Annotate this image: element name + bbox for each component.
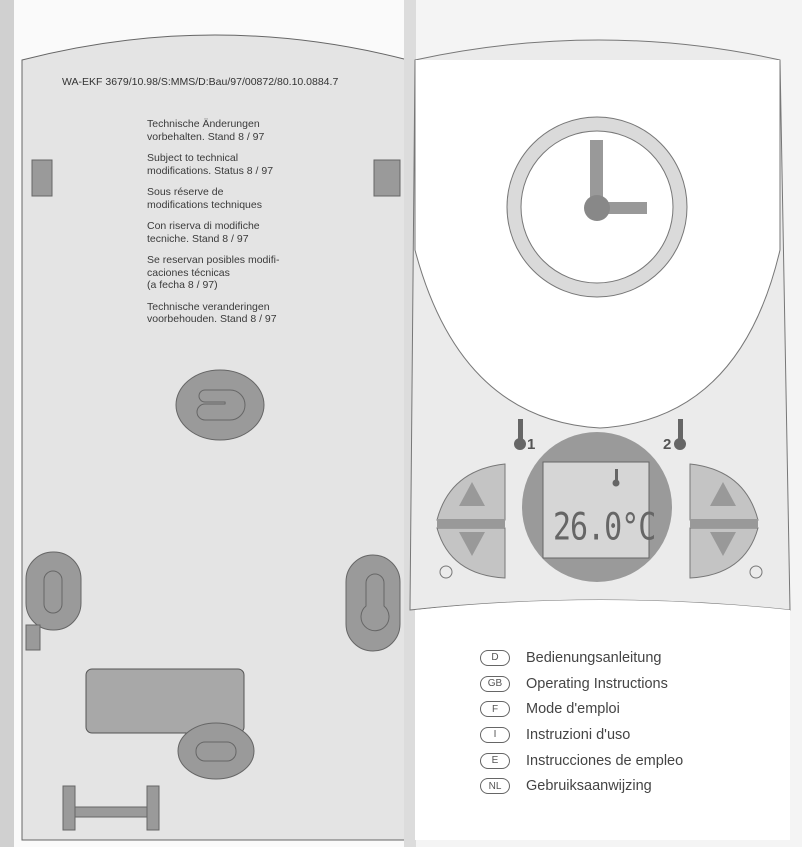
notice-fr: Sous réserve de modifications techniques [147,186,262,211]
language-code-badge: I [480,727,510,743]
language-list [480,645,683,799]
language-label: Gebruiksaanwijzing [526,778,652,795]
language-label: Bedienungsanleitung [526,649,662,666]
language-item [480,645,683,671]
language-item [480,773,683,799]
language-label: Instruzioni d'uso [526,726,631,743]
language-code-badge: D [480,650,510,666]
sensor-2-label: 2 [663,436,672,453]
language-code-badge: E [480,753,510,769]
language-label: Operating Instructions [526,675,668,692]
language-code-badge: GB [480,676,510,692]
notice-en: Subject to technical modifications. Status 8 / 97 [147,152,274,177]
language-label: Mode d'emploi [526,701,620,718]
language-code-badge: NL [480,778,510,794]
language-item [480,696,683,722]
notice-es: Se reservan posibles modifi- caciones técnicas (a fecha 8 / 97) [147,254,280,291]
technical-notices [147,118,279,335]
language-code-badge: F [480,701,510,717]
notice-de: Technische Änderungen vorbehalten. Stand 8 / 97 [147,118,265,143]
notice-it: Con riserva di modifiche tecniche. Stand 8 / 97 [147,220,260,245]
document-code: WA-EKF 3679/10.98/S:MMS/D:Bau/97/00872/80.10.0884.7 [62,76,339,88]
sensor-1-label: 1 [527,436,536,453]
temperature-display: 26.0°C [553,505,656,550]
language-label: Instrucciones de empleo [526,752,684,769]
language-item [480,748,683,774]
language-item [480,671,683,697]
notice-nl: Technische veranderingen voorbehouden. Stand 8 / 97 [147,300,277,325]
language-item [480,722,683,748]
